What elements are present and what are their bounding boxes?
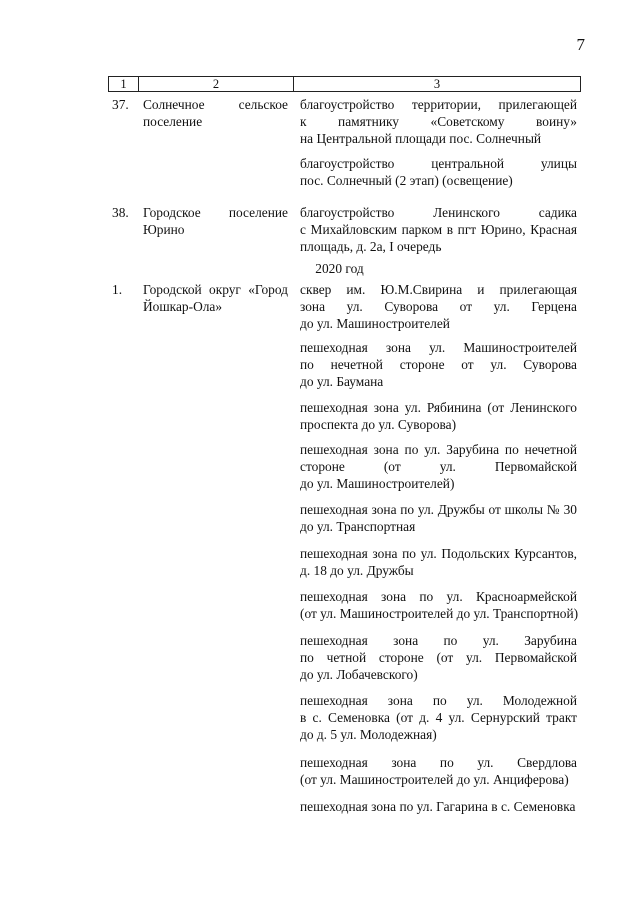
project-item: пешеходная зона по ул. Дружбы от школы № 30 до ул. Транспортная <box>300 502 577 534</box>
municipality-name: Солнечное сельское поселение <box>143 97 288 129</box>
project-item: пешеходная зона по ул. Красноармейской (от ул. Машиностроителей до ул. Транспортной) <box>300 589 579 621</box>
municipality-name: Городское поселение Юрино <box>143 205 288 237</box>
page-number: 7 <box>576 35 585 54</box>
column-header-1: 1 <box>109 77 139 92</box>
project-item: пешеходная зона по ул. Зарубина по четной стороне (от ул. Первомайской до ул. Лобачевского) <box>300 633 577 682</box>
row-number: 38. <box>112 205 129 220</box>
project-item: благоустройство центральной улицы пос. Солнечный (2 этап) (освещение) <box>300 156 577 188</box>
project-item: благоустройство Ленинского садика с Михайловским парком в пгт Юрино, Красная площадь, д. 2а, I очередь <box>300 205 577 254</box>
row-number: 37. <box>112 97 129 112</box>
row-number: 1. <box>112 282 123 297</box>
project-item: пешеходная зона по ул. Свердлова (от ул. Машиностроителей до ул. Анциферова) <box>300 755 577 787</box>
project-item: пешеходная зона по ул. Подольских Курсантов, д. 18 до ул. Дружбы <box>300 546 577 578</box>
column-header-table <box>108 76 581 92</box>
project-item: сквер им. Ю.М.Свирина и прилегающая зона ул. Суворова от ул. Герцена до ул. Машиностроителей <box>300 282 577 331</box>
project-item: пешеходная зона по ул. Молодежной в с. Семеновка (от д. 4 ул. Сернурский тракт до д. 5 ул. Молодежная) <box>300 693 577 742</box>
project-item: пешеходная зона ул. Машиностроителей по нечетной стороне от ул. Суворова до ул. Баумана <box>300 340 577 389</box>
project-item: пешеходная зона по ул. Гагарина в с. Семеновка <box>300 799 576 814</box>
year-heading: 2020 год <box>315 261 364 276</box>
project-item: благоустройство территории, прилегающей к памятнику «Советскому воину» на Центральной площади пос. Солнечный <box>300 97 577 146</box>
project-item: пешеходная зона по ул. Зарубина по нечетной стороне (от ул. Первомайской до ул. Машиностроителей) <box>300 442 577 491</box>
municipality-name: Городской округ «Город Йошкар-Ола» <box>143 282 288 314</box>
column-header-2: 2 <box>139 77 294 92</box>
column-header-3: 3 <box>294 77 581 92</box>
project-item: пешеходная зона ул. Рябинина (от Ленинского проспекта до ул. Суворова) <box>300 400 577 432</box>
